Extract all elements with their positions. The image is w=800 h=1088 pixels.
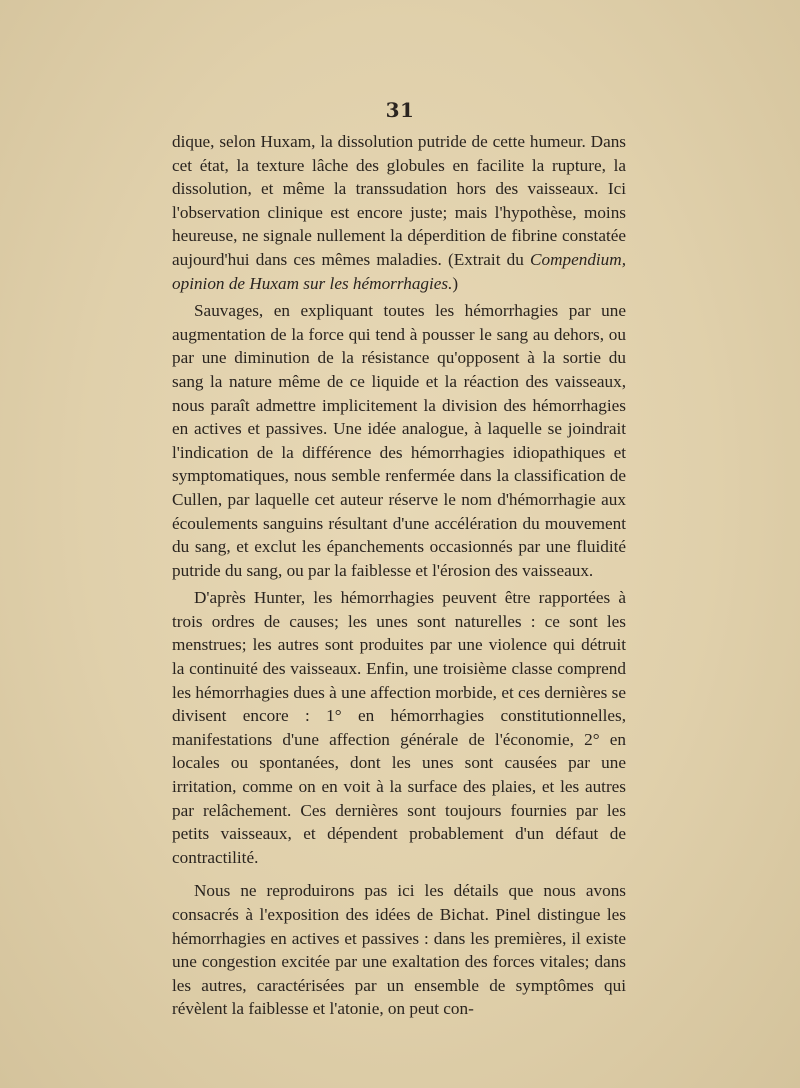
paragraph-4-text: Nous ne reproduirons pas ici les détails que nous avons consacrés à l'exposition des idées de Bichat. Pinel distingue les hémorrhagies en actives et passives : dans les premières, il existe une congestion excitée par une exaltation des forces vitales; dans les autres, caractérisées par un ensemble de symptômes qui révèlent la faiblesse et l'atonie, on peut con- [172, 881, 626, 1019]
paragraph-1-text: dique, selon Huxam, la dissolution putride de cette humeur. Dans cet état, la texture lâche des globules en facilite la rupture, la dissolution, et même la transsudation hors des vaisseaux. Ici l'observation clinique est encore juste; mais l'hypothèse, moins heureuse, ne signale nullement la déperdition de fibrine constatée aujourd'hui dans ces mêmes maladies. (Extrait du [172, 132, 626, 269]
paragraph-4 [172, 879, 626, 1021]
paragraph-3-text: D'après Hunter, les hémorrhagies peuvent être rapportées à trois ordres de causes; les unes sont naturelles : ce sont les menstrues; les autres sont produites par une violence qui détruit la continuité des vaisseaux. Enfin, une troisième classe comprend les hémorrhagies dues à une affection morbide, et ces dernières se divisent encore : 1° en hémorrhagies constitutionnelles, manifestations d'une affection générale de l'économie, 2° en locales ou spontanées, dont les unes sont causées par une irritation, comme on en voit à la surface des plaies, et les autres par relâchement. Ces dernières sont toujours fournies par les petits vaisseaux, et dépendent probablement d'un défaut de contractilité. [172, 588, 626, 867]
body-text [172, 130, 626, 1021]
paragraph-3 [172, 586, 626, 869]
paragraph-2 [172, 299, 626, 582]
paragraph-2-text: Sauvages, en expliquant toutes les hémorrhagies par une augmentation de la force qui tend à pousser le sang au dehors, ou par une diminution de la résistance qu'opposent à la sortie du sang la nature même de ce liquide et la réaction des vaisseaux, nous paraît admettre implicitement la division des hémorrhagies en actives et passives. Une idée analogue, à laquelle se joindrait l'indication de la différence des hémorrhagies idiopathiques et symptomatiques, nous semble renfermée dans la classification de Cullen, par laquelle cet auteur réserve le nom d'hémorrhagie aux écoulements sanguins résultant d'une accélération du mouvement du sang, et exclut les épanchements occasionnés par une fluidité putride du sang, ou par la faiblesse et l'érosion des vaisseaux. [172, 301, 626, 580]
paragraph-1 [172, 130, 626, 295]
paragraph-1-tail: ) [452, 273, 459, 293]
page-number: 31 [385, 98, 415, 122]
paragraph-1-italic: Compendium, opinion de Huxam sur les hémorrhagies. [172, 249, 626, 293]
